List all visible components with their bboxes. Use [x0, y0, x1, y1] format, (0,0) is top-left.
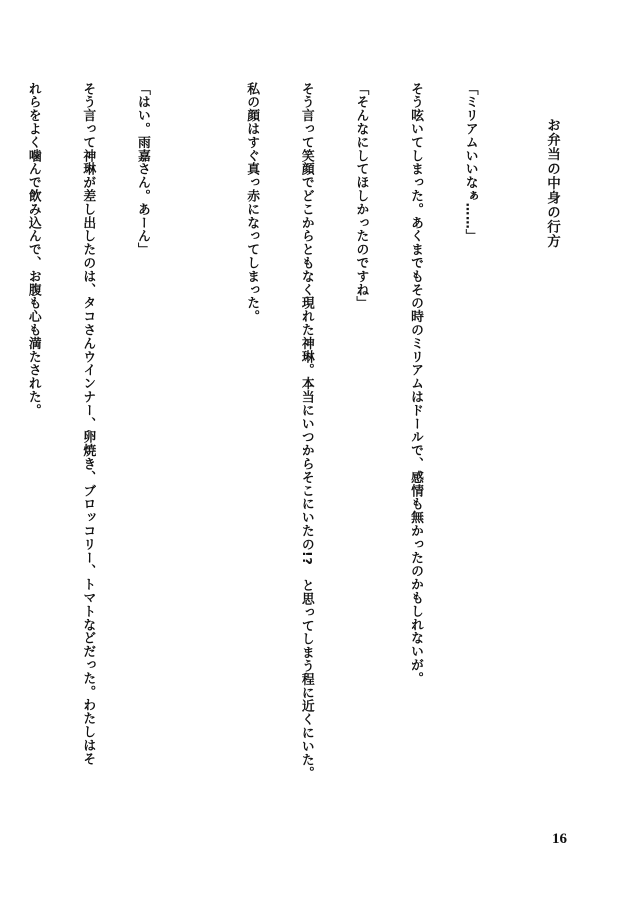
text-line: 私の顔はすぐ真っ赤になってしまった。: [244, 82, 260, 324]
text-line: 「ミリアムいいなぁ……」: [462, 82, 478, 243]
text-line: そう言って神琳が差し出したのは、タコさんウインナー、卵焼き、ブロッコリー、トマトなどだった。わたしはそ: [80, 82, 96, 766]
body-text: [0, 82, 515, 802]
page-number: 16: [552, 831, 567, 847]
blank-line: [187, 82, 205, 83]
text-line: 「はい。雨嘉さん。あーん」: [134, 82, 150, 257]
text-line: 「そんなにしてほしかったのですね」: [353, 82, 369, 310]
text-line: そう呟いてしまった。あくまでもその時のミリアムはドールで、感情も無かったのかもしれないが。: [407, 82, 423, 685]
text-line: れらをよく噛んで飲み込んで、お腹も心も満たされた。: [25, 82, 41, 417]
text-line: そう言って笑顔でどこからともなく現れた神琳。本当にいつからそこにいたの!? と思ってしまう程に近くにいた。: [298, 82, 314, 780]
chapter-title: お弁当の中身の行方: [544, 118, 560, 249]
